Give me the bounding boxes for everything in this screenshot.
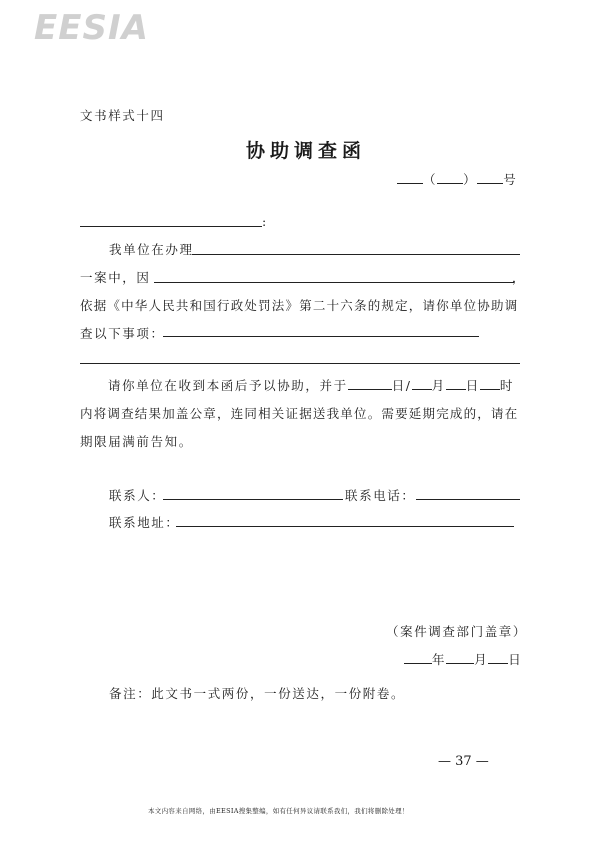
issue-date (404, 650, 522, 668)
seal-note: （案件调查部门盖章） (386, 624, 528, 639)
document-title: 协助调查函 (246, 140, 367, 162)
footer-disclaimer: 本文内容来自网络，由EESIA搜集整编，如有任何异议请联系我们，我们将删除处理！ (148, 807, 409, 815)
contact-person-label: 联系人： (109, 488, 166, 503)
date-year-blank[interactable] (404, 650, 432, 664)
number-year-blank[interactable] (437, 170, 463, 184)
reason-blank[interactable] (154, 282, 514, 283)
matters-blank-1[interactable] (163, 336, 479, 337)
deadline-hour-blank[interactable] (480, 376, 500, 390)
day-slash-unit: 日/ (391, 378, 412, 393)
para2-line2: 内将调查结果加盖公章，连同相关证据送我单位。需要延期完成的，请在 (80, 406, 519, 421)
para2-line3: 期限届满前告知。 (80, 434, 193, 449)
para2-line1-prefix: 请你单位在收到本函后予以协助，并于 (108, 378, 348, 393)
number-serial-blank[interactable] (477, 170, 503, 184)
document-type-label: 文书样式十四 (80, 108, 165, 123)
para1-line3-legal-basis: 依据《中华人民共和国行政处罚法》第二十六条的规定，请你单位协助调 (80, 298, 519, 313)
addressee-colon: : (262, 214, 268, 229)
addressee-blank[interactable] (80, 226, 262, 227)
hour-unit: 时 (499, 378, 514, 393)
page-number: — 37 — (438, 754, 489, 769)
matters-blank-2[interactable] (80, 363, 520, 364)
year-unit: 年 (432, 652, 447, 667)
para1-line1-prefix: 我单位在办理 (109, 242, 194, 257)
contact-phone-blank[interactable] (416, 499, 520, 500)
date-month-blank[interactable] (446, 650, 474, 664)
para1-line2-prefix: 一案中，因 (80, 270, 151, 285)
remark: 备注：此文书一式两份，一份送达，一份附卷。 (109, 686, 406, 701)
para2-line1 (80, 376, 514, 394)
para1-line4-prefix: 查以下事项： (80, 326, 165, 341)
number-rparen: ） (463, 172, 478, 187)
month-unit: 月 (474, 652, 489, 667)
month-unit: 月 (431, 378, 446, 393)
contact-person-blank[interactable] (163, 499, 343, 500)
date-day-blank[interactable] (488, 650, 508, 664)
deadline-month-blank[interactable] (412, 376, 432, 390)
para1-line2-comma: ， (512, 270, 527, 285)
number-suffix: 号 (503, 172, 518, 187)
number-prefix-blank[interactable] (397, 170, 423, 184)
contact-address-label: 联系地址： (109, 515, 180, 530)
day-unit: 日 (465, 378, 480, 393)
deadline-count-blank[interactable] (348, 376, 392, 390)
contact-phone-label: 联系电话： (345, 488, 416, 503)
number-lparen: （ (423, 172, 438, 187)
deadline-day-blank[interactable] (446, 376, 466, 390)
day-unit: 日 (508, 652, 523, 667)
document-number (397, 170, 517, 188)
eesia-watermark-logo: EESIA (34, 8, 149, 48)
contact-address-blank[interactable] (176, 526, 514, 527)
case-name-blank[interactable] (192, 254, 520, 255)
